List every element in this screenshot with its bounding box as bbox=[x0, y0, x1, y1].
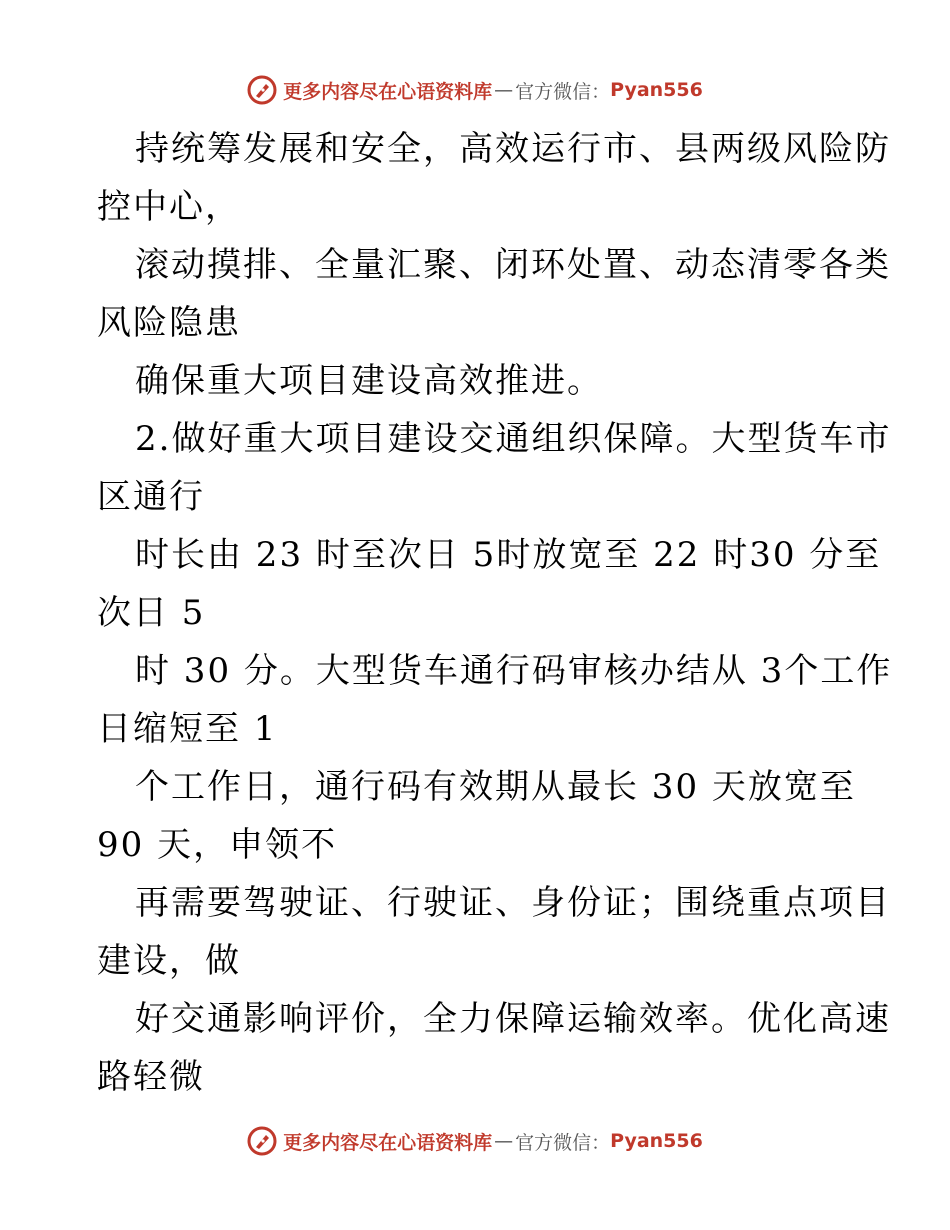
pen-nib-logo-icon bbox=[247, 1126, 277, 1156]
body-line: 2.做好重大项目建设交通组织保障。大型货车市 bbox=[135, 419, 892, 459]
footer-banner bbox=[0, 1123, 950, 1159]
body-line: 控中心， bbox=[97, 187, 241, 227]
banner-wechat-label: 官方微信： bbox=[515, 80, 611, 103]
body-line: 次日 5 bbox=[97, 593, 206, 633]
body-line: 90 天，申领不 bbox=[97, 825, 338, 865]
banner-wechat-label: 官方微信： bbox=[515, 1131, 611, 1154]
banner-tagline: 更多内容尽在心语资料库 bbox=[283, 80, 493, 103]
body-line: 风险隐患 bbox=[97, 303, 241, 343]
document-body bbox=[97, 120, 893, 1106]
pen-nib-logo-icon bbox=[247, 75, 277, 105]
banner-dash: — bbox=[494, 79, 514, 101]
body-line: 区通行 bbox=[97, 477, 205, 517]
banner-tagline: 更多内容尽在心语资料库 bbox=[283, 1131, 493, 1154]
body-line: 时 30 分。大型货车通行码审核办结从 3个工作 bbox=[135, 651, 893, 691]
body-line: 个工作日，通行码有效期从最长 30 天放宽至 bbox=[135, 767, 856, 807]
body-line: 好交通影响评价，全力保障运输效率。优化高速 bbox=[135, 999, 891, 1039]
body-line: 滚动摸排、全量汇聚、闭环处置、动态清零各类 bbox=[135, 245, 891, 285]
body-line: 再需要驾驶证、行驶证、身份证；围绕重点项目 bbox=[135, 883, 891, 923]
body-line: 持统筹发展和安全，高效运行市、县两级风险防 bbox=[135, 129, 891, 169]
body-line: 日缩短至 1 bbox=[97, 709, 278, 749]
header-banner bbox=[0, 72, 950, 108]
body-line: 确保重大项目建设高效推进。 bbox=[135, 361, 603, 401]
banner-wechat-id: Pyan556 bbox=[610, 1130, 703, 1152]
body-line: 时长由 23 时至次日 5时放宽至 22 时30 分至 bbox=[135, 535, 882, 575]
banner-wechat-id: Pyan556 bbox=[610, 79, 703, 101]
body-line: 建设，做 bbox=[97, 941, 241, 981]
body-line: 路轻微 bbox=[97, 1057, 205, 1097]
banner-dash: — bbox=[494, 1130, 514, 1152]
